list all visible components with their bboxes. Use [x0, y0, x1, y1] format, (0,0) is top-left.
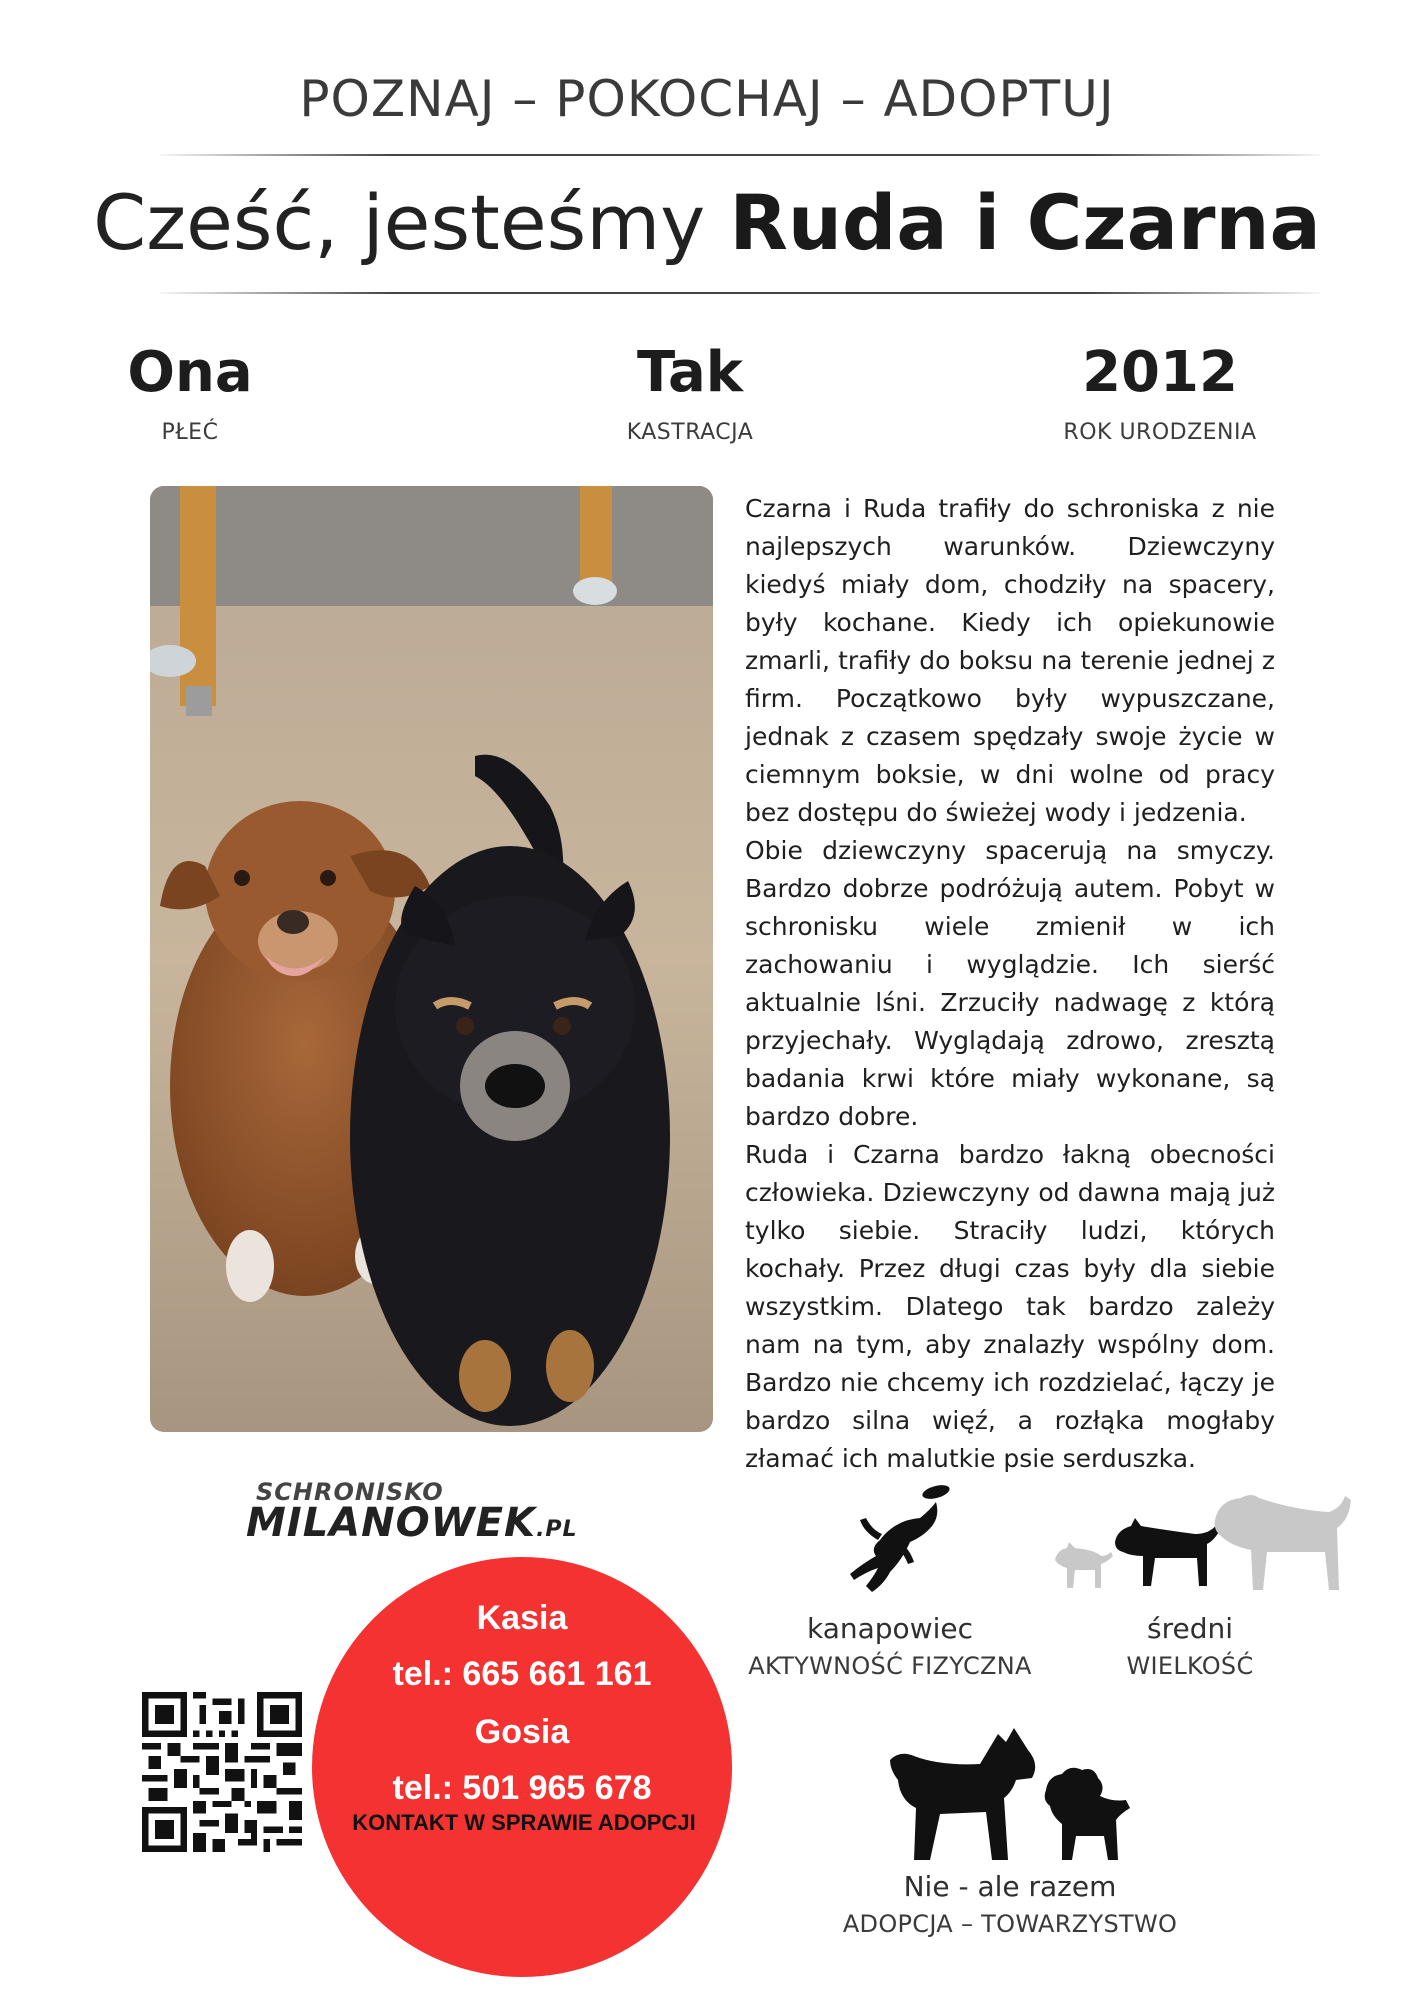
shelter-logo[interactable] — [246, 1478, 606, 1548]
dog-sizes-icon — [1045, 1490, 1355, 1610]
logo-top-text: SCHRONISKO — [256, 1478, 444, 1506]
activity-label: AKTYWNOŚĆ FIZYCZNA — [748, 1652, 1032, 1680]
logo-main-text — [246, 1500, 578, 1546]
contact-note: KONTAKT W SPRAWIE ADOPCJI — [352, 1810, 696, 1835]
greeting: Cześć, jesteśmy — [93, 178, 706, 267]
logo-main: MILANOWEK — [246, 1500, 537, 1546]
story-paragraph: Obie dziewczyny spacerują na smyczy. Bardzo dobrze podróżują autem. Pobyt w schronisku wiele zmienił w ich zachowaniu i wyglądzie. Ich sierść aktualnie lśni. Zrzuciły nadwagę z którą przyjechały. Wyglądają zdrowo, zresztą badania krwi które miały wykonane, są bardzo dobre. — [745, 836, 1275, 1131]
dog-names: Ruda i Czarna — [729, 178, 1321, 267]
stat-sex-value: Ona — [127, 340, 253, 405]
dogs-photo-illustration — [150, 486, 713, 1432]
jumping-dog-icon — [840, 1480, 960, 1600]
story-paragraph: Ruda i Czarna bardzo łakną obecności człowieka. Dziewczyny od dawna mają już tylko siebie. Straciły ludzi, których kochały. Przez długi czas były dla siebie wszystkim. Dlatego tak bardzo zależy nam na tym, aby znalazły wspólny dom. Bardzo nie chcemy ich rozdzielać, łączy je bardzo silna więź, a rozłąka mogłaby złamać ich malutkie psie serduszka. — [745, 1140, 1275, 1473]
qr-code[interactable] — [142, 1692, 302, 1852]
stat-birth-year-value: 2012 — [1082, 340, 1238, 405]
stat-castration-label: KASTRACJA — [626, 420, 754, 445]
stat-sex-label: PŁEĆ — [161, 420, 219, 445]
dogs-story — [745, 490, 1275, 1478]
qr-code-icon — [142, 1692, 302, 1852]
size-label: WIELKOŚĆ — [1126, 1652, 1254, 1680]
contact-circle — [312, 1557, 732, 1977]
story-paragraph: Czarna i Ruda trafiły do schroniska z nie najlepszych warunków. Dziewczyny kiedyś miały dom, chodziły na spacery, były kochane. Kiedy ich opiekunowie zmarli, trafiły do boksu na terenie jednej z firm. Początkowo były wypuszczane, jednak z czasem spędzały swoje życie w ciemnym boksie, w dni wolne od pracy bez dostępu do świeżej wody i jedzenia. — [745, 494, 1275, 827]
activity-value: kanapowiec — [807, 1612, 973, 1645]
stat-birth-year-label: ROK URODZENIA — [1063, 420, 1257, 445]
header-divider-top — [160, 154, 1320, 156]
contact-phone-2[interactable]: tel.: 501 965 678 — [392, 1769, 652, 1807]
stat-castration-value: Tak — [636, 340, 743, 405]
tagline: POZNAJ – POKOCHAJ – ADOPTUJ — [299, 70, 1115, 128]
dogs-photo — [150, 486, 713, 1432]
companionship-value: Nie - ale razem — [903, 1870, 1117, 1903]
contact-phone-1[interactable]: tel.: 665 661 161 — [392, 1655, 652, 1693]
header-divider-bottom — [160, 292, 1320, 294]
page-title — [0, 178, 1414, 267]
contact-person-1: Kasia — [476, 1599, 568, 1637]
companionship-label: ADOPCJA – TOWARZYSTWO — [842, 1910, 1178, 1938]
two-dogs-icon — [880, 1720, 1140, 1870]
contact-person-2: Gosia — [474, 1713, 570, 1751]
size-value: średni — [1146, 1612, 1233, 1645]
logo-suffix: .PL — [536, 1517, 578, 1542]
